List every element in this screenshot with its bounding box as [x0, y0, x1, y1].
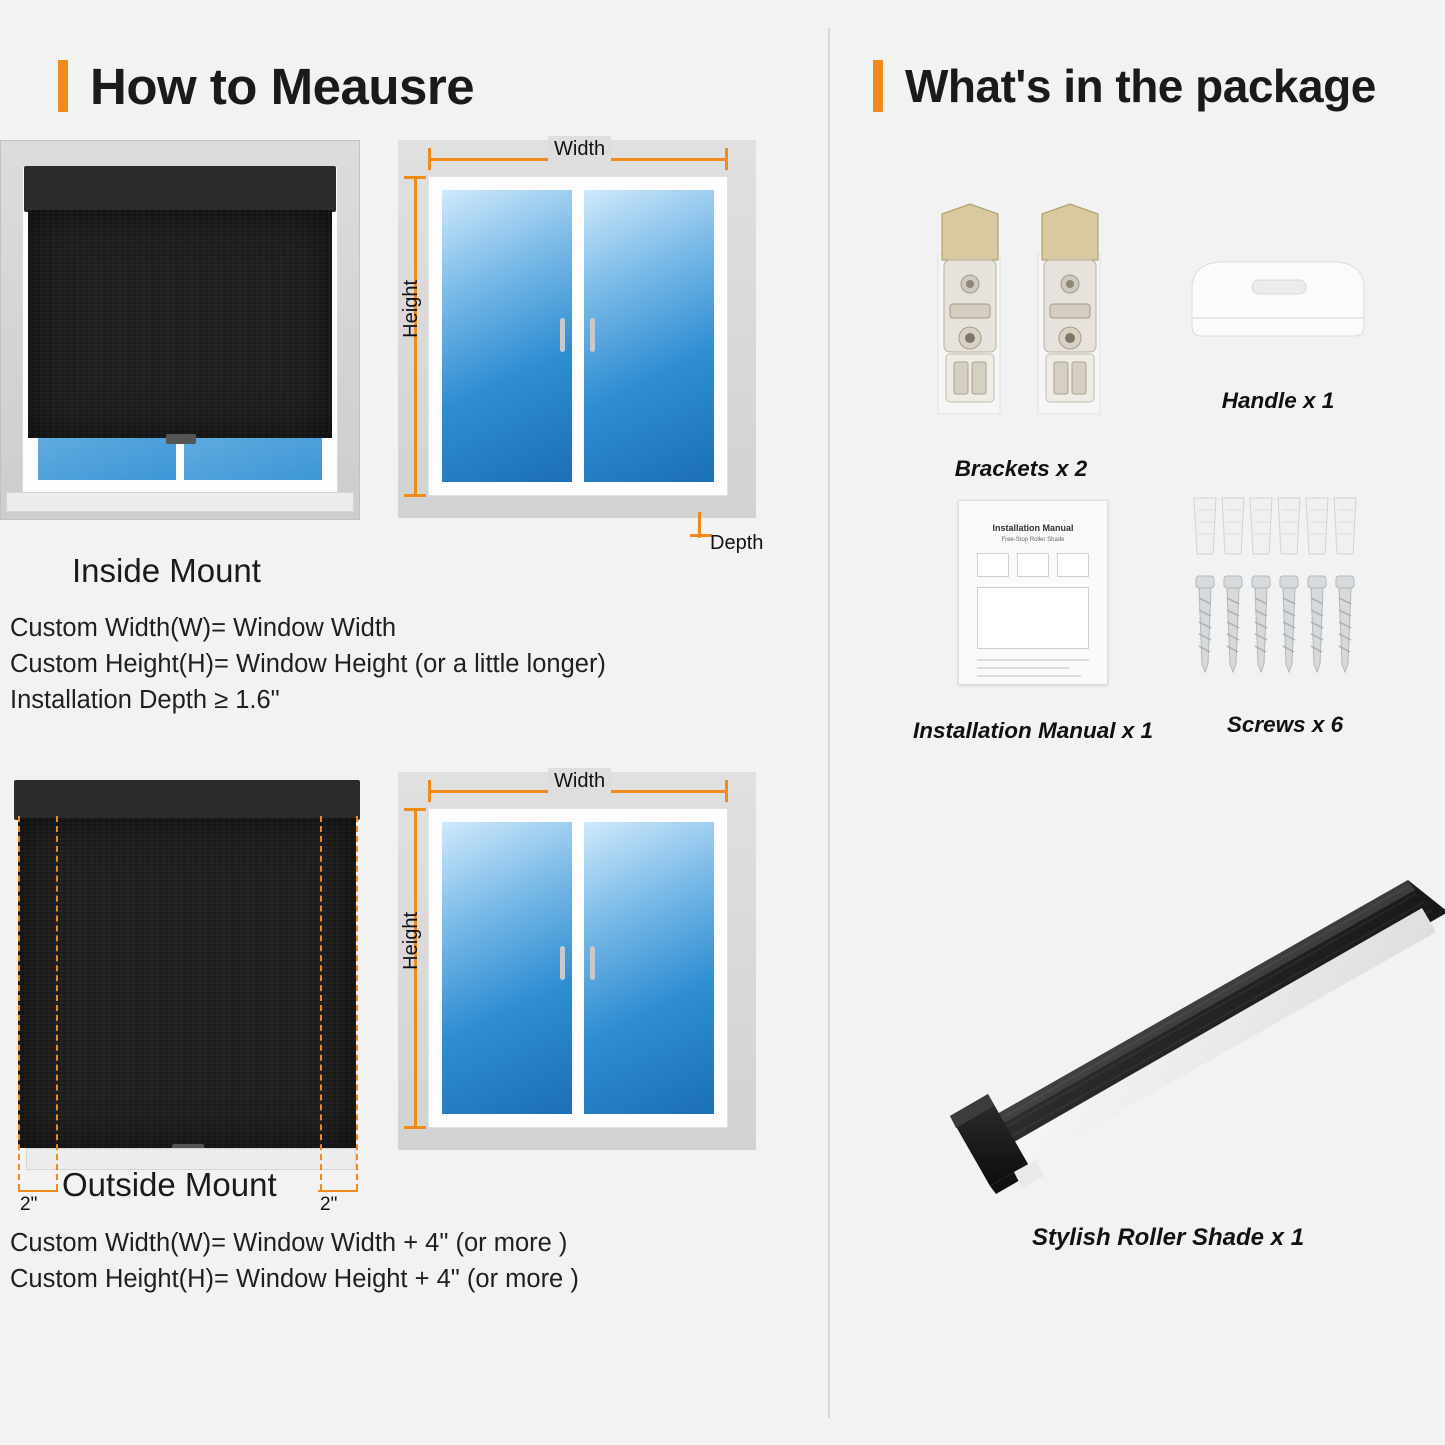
overhang-guide-right-outer [356, 816, 358, 1190]
manual-text-line-2 [977, 667, 1069, 669]
manual-title-text: Installation Manual [992, 523, 1074, 533]
overhang-label-right: 2" [320, 1194, 338, 1215]
outside-mount-spec-lines [10, 1225, 710, 1297]
window-handle-right [590, 318, 595, 352]
inside-mount-shade-illustration [0, 140, 360, 520]
overhang-guide-left-outer [18, 816, 20, 1190]
shade-fabric [28, 210, 332, 438]
outside-window-handle-left [560, 946, 565, 980]
overhang-tick-right [318, 1190, 358, 1192]
window-handle-left [560, 318, 565, 352]
accent-bar [58, 60, 68, 112]
brackets-item [910, 200, 1160, 490]
dimension-pane-left [442, 190, 572, 482]
overhang-guide-right-inner [320, 816, 322, 1190]
inside-mount-line-2: Custom Height(H)= Window Height (or a little longer) [10, 650, 606, 679]
manual-caption: Installation Manual x 1 [912, 718, 1154, 743]
depth-dimension-cap [690, 534, 712, 537]
outside-height-cap-bottom [404, 1126, 426, 1129]
manual-subtitle-text: Free-Stop Roller Shade [1001, 537, 1065, 543]
outside-shade-headrail [14, 780, 360, 820]
dimension-window-mullion [572, 190, 584, 482]
handle-icon [1178, 248, 1378, 358]
overhang-guide-left-inner [56, 816, 58, 1190]
outside-shade-fabric [18, 818, 356, 1148]
outside-height-cap-top [404, 808, 426, 811]
brackets-caption: Brackets x 2 [954, 456, 1088, 481]
outside-width-cap-right [725, 780, 728, 802]
shade-pull-handle [166, 434, 196, 444]
height-dimension-cap-top [404, 176, 426, 179]
package-contents-section [828, 0, 1445, 1445]
package-title: What's in the package [905, 60, 1376, 112]
outside-window-handle-right [590, 946, 595, 980]
manual-diagram-box-3 [1057, 553, 1089, 577]
window-sill [6, 492, 354, 512]
screws-item [1188, 480, 1428, 770]
screws-caption: Screws x 6 [1226, 712, 1344, 737]
width-dimension-label: Width [548, 136, 611, 163]
depth-dimension-label: Depth [710, 532, 764, 554]
handle-caption: Handle x 1 [1221, 388, 1335, 413]
inside-mount-line-1: Custom Width(W)= Window Width [10, 614, 397, 642]
dimension-pane-right [584, 190, 714, 482]
manual-text-line-3 [977, 675, 1081, 677]
inside-mount-title: Inside Mount [72, 552, 261, 589]
overhang-label-left: 2" [20, 1194, 38, 1215]
manual-large-diagram [977, 587, 1089, 649]
manual-diagram-box-2 [1017, 553, 1049, 577]
inside-mount-spec-lines [10, 610, 710, 719]
outside-width-cap-left [428, 780, 431, 802]
manual-item [912, 480, 1208, 770]
outside-dimension-pane-right [584, 822, 714, 1114]
manual-text-line-1 [977, 659, 1089, 661]
width-dimension-cap-left [428, 148, 431, 170]
outside-width-label: Width [548, 768, 611, 795]
outside-mount-title: Outside Mount [62, 1166, 277, 1203]
outside-mount-line-2: Custom Height(H)= Window Height + 4" (or more ) [10, 1265, 579, 1294]
inside-mount-dimension-diagram [398, 138, 768, 554]
package-heading [828, 60, 1445, 112]
manual-diagram-box-1 [977, 553, 1009, 577]
outside-dimension-pane-left [442, 822, 572, 1114]
how-to-measure-title: How to Meausre [90, 57, 475, 115]
outside-mount-dimension-diagram [398, 750, 768, 1170]
roller-shade-icon [888, 820, 1445, 1210]
screws-icon [1188, 480, 1388, 680]
roller-shade-item [888, 820, 1445, 1300]
brackets-icon [910, 200, 1160, 440]
handle-item [1178, 248, 1408, 448]
width-dimension-cap-right [725, 148, 728, 170]
inside-mount-line-3: Installation Depth ≥ 1.6" [10, 686, 280, 715]
outside-height-label: Height [400, 912, 422, 970]
height-dimension-cap-bottom [404, 494, 426, 497]
overhang-tick-left [18, 1190, 58, 1192]
how-to-measure-heading [58, 57, 828, 115]
installation-manual-icon [958, 500, 1108, 685]
roller-shade-caption: Stylish Roller Shade x 1 [1031, 1224, 1305, 1251]
height-dimension-label: Height [400, 280, 422, 338]
shade-headrail [24, 166, 336, 212]
accent-bar-right [873, 60, 883, 112]
outside-dimension-mullion [572, 822, 584, 1114]
outside-mount-line-1: Custom Width(W)= Window Width + 4" (or more ) [10, 1229, 568, 1257]
